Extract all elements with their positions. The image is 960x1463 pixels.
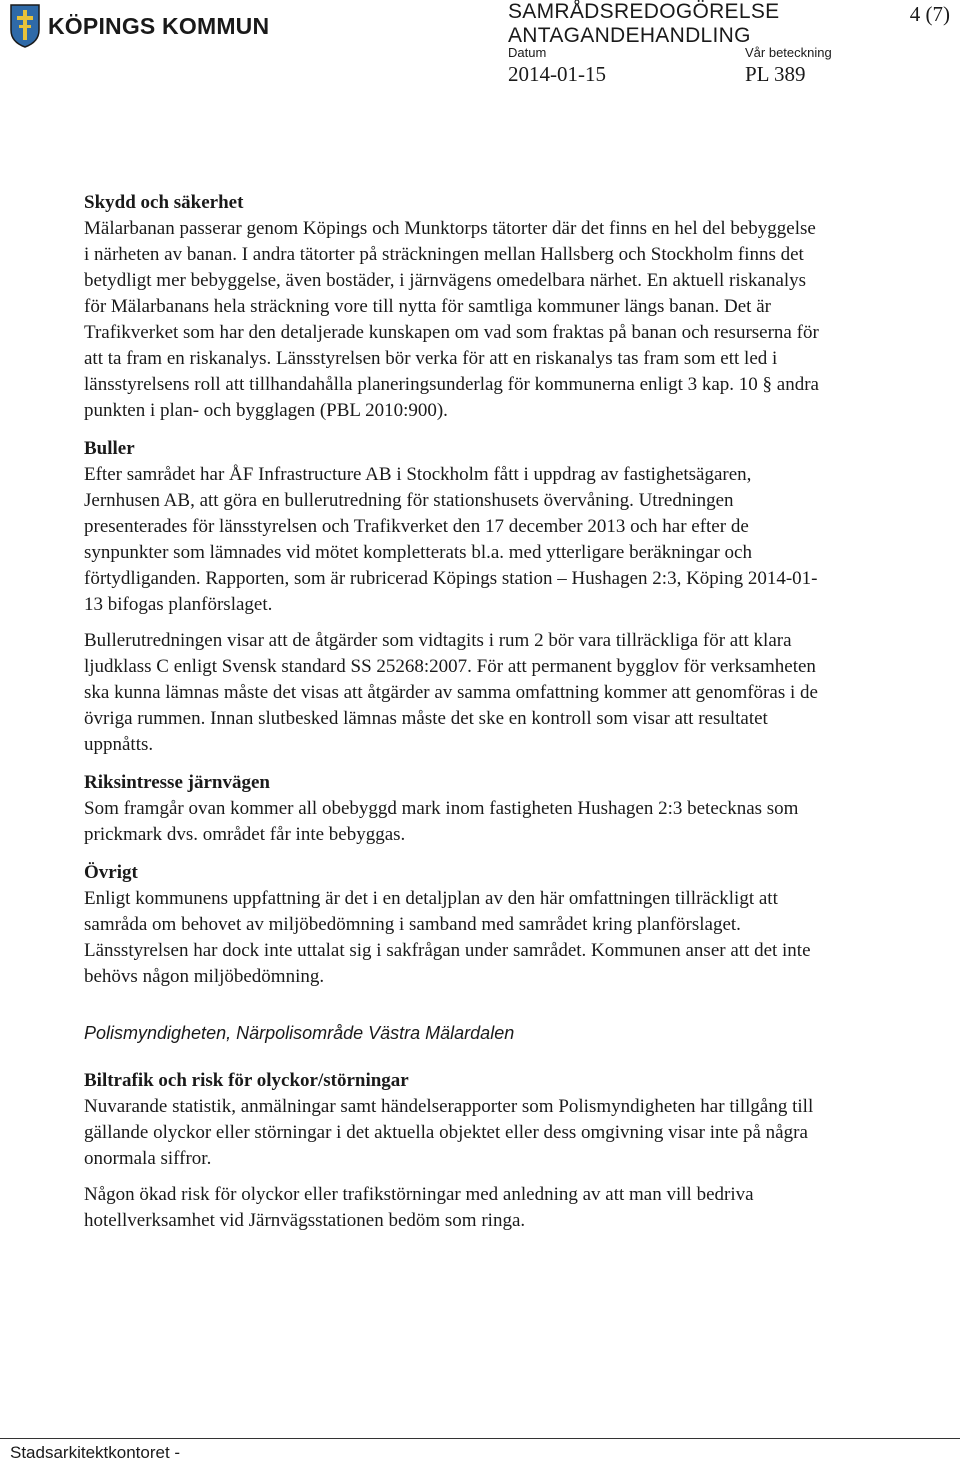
section-ovrigt <box>84 860 824 990</box>
municipality-logo <box>10 4 269 48</box>
document-body <box>84 190 824 1246</box>
paragraph: Som framgår ovan kommer all obebyggd mark inom fastigheten Hushagen 2:3 betecknas som prickmark dvs. området får inte bebyggas. <box>84 798 799 845</box>
section-heading: Skydd och säkerhet <box>84 192 244 213</box>
page-number: 4 (7) <box>909 2 950 26</box>
section-skydd <box>84 190 824 424</box>
paragraph: Efter samrådet har ÅF Infrastructure AB i Stockholm fått i uppdrag av fastighetsägaren, Jernhusen AB, att göra en bullerutredning för stationshusets övervåning. Utredningen presenterades för länsstyrelsen och Trafikverket den 17 december 2013 och har efter de synpunkter som lämnades vid mötet kompletterats bl.a. med ytterligare beräkningar och förtydliganden. Rapporten, som är rubricerad Köpings station – Hushagen 2:3, Köping 2014-01-13 bifogas planförslaget. <box>84 464 818 615</box>
date-value: 2014-01-15 <box>508 62 606 86</box>
footer-divider <box>0 1438 960 1439</box>
section-heading: Övrigt <box>84 862 138 883</box>
reference-value: PL 389 <box>745 62 806 86</box>
date-label: Datum <box>508 45 547 60</box>
paragraph: Nuvarande statistik, anmälningar samt händelserapporter som Polismyndigheten har tillgång till gällande olyckor eller störningar i det aktuella objektet eller dess omgivning visar inte på några onormala siffror. <box>84 1096 814 1169</box>
document-status: ANTAGANDEHANDLING <box>508 24 751 47</box>
reference-label: Vår beteckning <box>745 45 832 60</box>
section-heading: Buller <box>84 438 135 459</box>
footer-department: Stadsarkitektkontoret - <box>10 1443 181 1462</box>
document-type: SAMRÅDSREDOGÖRELSE <box>508 0 780 23</box>
section-riksintresse <box>84 770 824 848</box>
section-heading: Biltrafik och risk för olyckor/störningar <box>84 1070 409 1091</box>
paragraph: Mälarbanan passerar genom Köpings och Munktorps tätorter där det finns en hel del bebyggelse i närheten av banan. I andra tätorter på sträckningen mellan Hallsberg och Stockholm finns det betydligt mer bebyggelse, även bostäder, i järnvägens omedelbara närhet. En aktuell riskanalys för Mälarbanans hela sträckning vore till nytta för samtliga kommuner längs banan. Det är Trafikverket som har den detaljerade kunskapen om vad som fraktas på banan och resurserna för att ta fram en riskanalys. Länsstyrelsen bör verka för att en riskanalys tas fram som ett led i länsstyrelsens roll att tillhandahålla planeringsunderlag för kommunerna enligt 3 kap. 10 § andra punkten i plan- och bygglagen (PBL 2010:900). <box>84 218 819 421</box>
respondent-organization: Polismyndigheten, Närpolisområde Västra Mälardalen <box>84 1023 515 1043</box>
paragraph: Någon ökad risk för olyckor eller trafikstörningar med anledning av att man vill bedriva hotellverksamhet vid Järnvägsstationen bedöm som ringa. <box>84 1184 754 1231</box>
org-name: KÖPINGS KOMMUN <box>48 12 270 39</box>
paragraph: Enligt kommunens uppfattning är det i en detaljplan av den här omfattningen tillräckligt att samråda om behovet av miljöbedömning i samband med samrådet kring planförslaget. Länsstyrelsen har dock inte uttalat sig i sakfrågan under samrådet. Kommunen anser att det inte behövs någon miljöbedömning. <box>84 888 811 987</box>
section-biltrafik <box>84 1068 824 1234</box>
section-buller <box>84 436 824 758</box>
section-heading: Riksintresse järnvägen <box>84 772 270 793</box>
paragraph: Bullerutredningen visar att de åtgärder som vidtagits i rum 2 bör vara tillräckliga för att klara ljudklass C enligt Svensk standard SS 25268:2007. För att permanent bygglov för verksamheten ska kunna lämnas måste det visas att åtgärder av samma omfattning kommer att genomföras i de övriga rummen. Innan slutbesked lämnas måste det ske en kontroll som visar att resultatet uppnåtts. <box>84 630 818 755</box>
coat-of-arms-icon <box>10 4 40 48</box>
